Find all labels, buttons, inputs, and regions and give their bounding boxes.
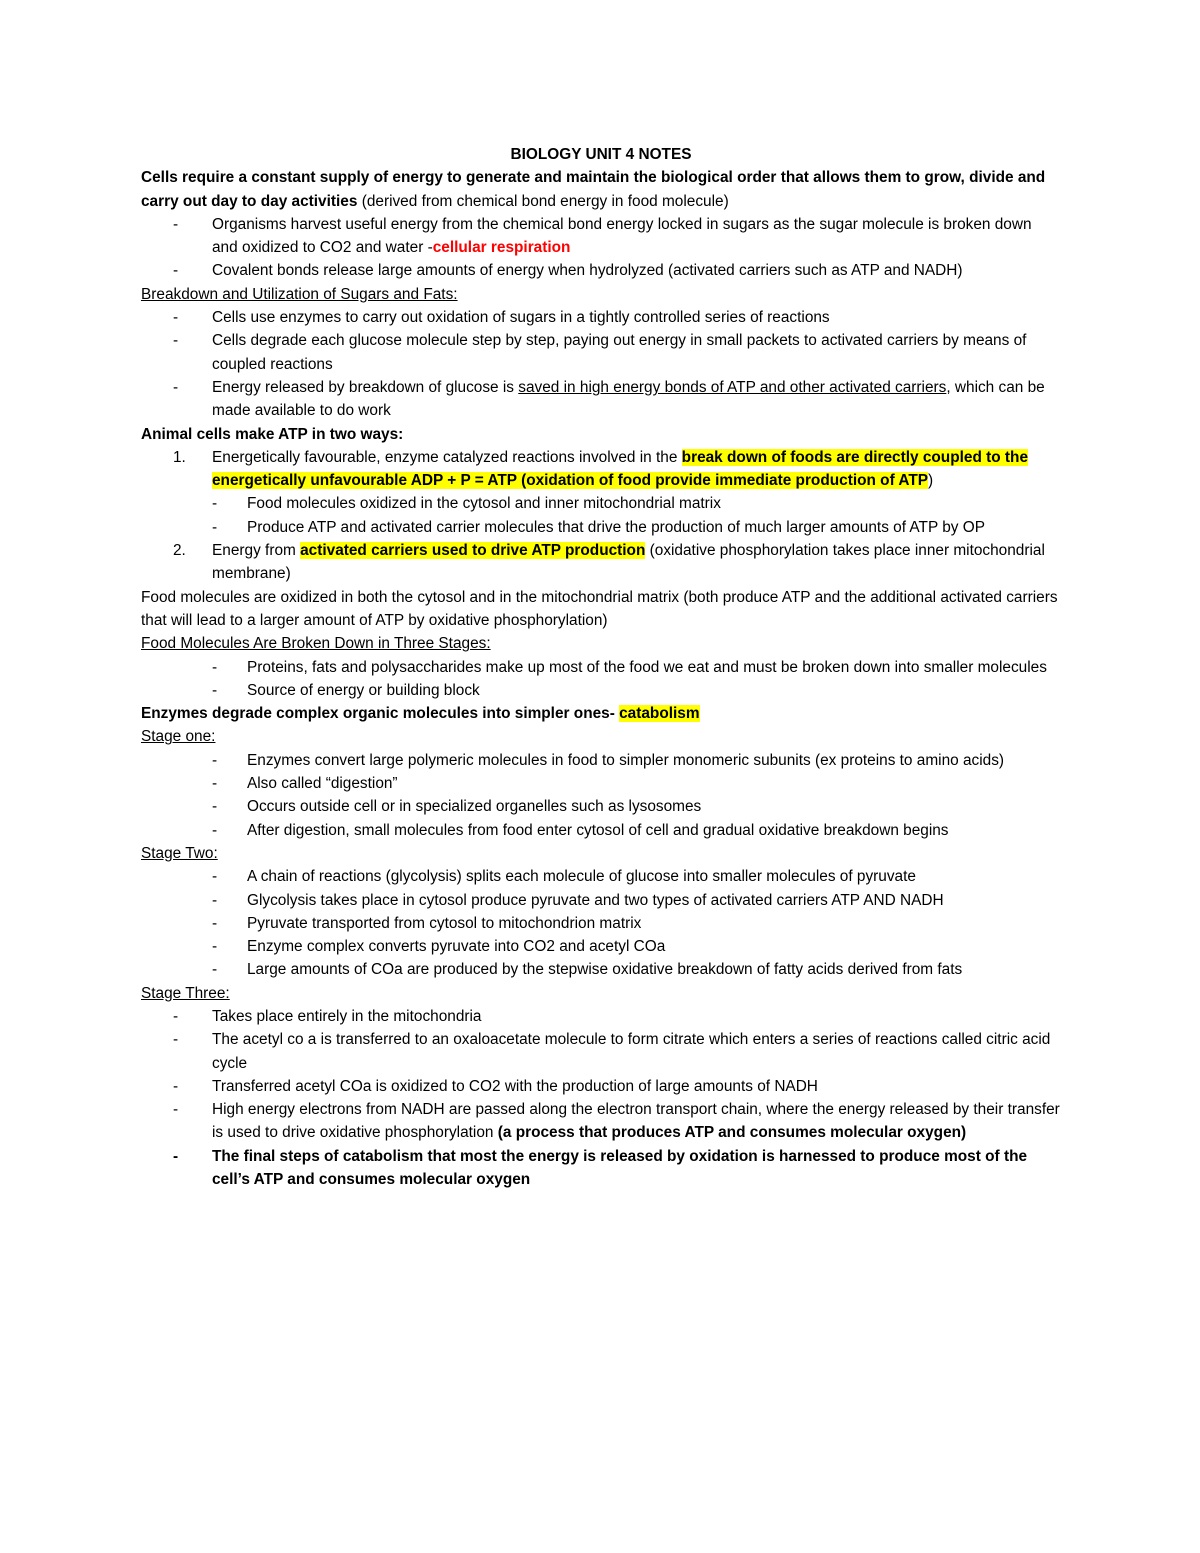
dash-bullet: - bbox=[212, 658, 218, 676]
list-item bbox=[141, 749, 1061, 772]
bullet-text: Proteins, fats and polysaccharides make up most of the food we eat and must be broken down into smaller molecules bbox=[247, 658, 1047, 676]
dash-bullet: - bbox=[173, 378, 179, 396]
bullet-text: Pyruvate transported from cytosol to mitochondrion matrix bbox=[247, 914, 642, 932]
bullet-text: Glycolysis takes place in cytosol produce pyruvate and two types of activated carriers ATP AND NADH bbox=[247, 891, 944, 909]
dash-bullet: - bbox=[212, 495, 218, 513]
bullet-text: Cells degrade each glucose molecule step by step, paying out energy in small packets to activated carriers by means of coupled reactions bbox=[212, 332, 1027, 373]
list-item bbox=[141, 656, 1061, 679]
bullet-text: Organisms harvest useful energy from the chemical bond energy locked in sugars as the sugar molecule is broken down and oxidized to CO2 and water - bbox=[212, 215, 1032, 257]
underlined-text: saved in high energy bonds of ATP and other activated carriers bbox=[518, 378, 947, 396]
stage-three-heading: Stage Three: bbox=[141, 984, 230, 1002]
bullet-text: The acetyl co a is transferred to an oxaloacetate molecule to form citrate which enters a series of reactions called citric acid cycle bbox=[212, 1031, 1051, 1072]
list-item bbox=[141, 795, 1061, 818]
bullet-text: Takes place entirely in the mitochondria bbox=[212, 1007, 482, 1025]
list-item bbox=[141, 889, 1061, 912]
list-item bbox=[141, 259, 1061, 282]
bullet-text: Also called “digestion” bbox=[247, 775, 398, 793]
catabolism-definition bbox=[141, 702, 1061, 725]
number-marker: 1. bbox=[173, 448, 186, 466]
bullet-text: Covalent bonds release large amounts of energy when hydrolyzed (activated carriers such as ATP and NADH) bbox=[212, 262, 963, 280]
dash-bullet: - bbox=[173, 215, 179, 233]
bullet-text-end: , which can be made available to do work bbox=[212, 378, 1045, 420]
item-text-end: ) bbox=[928, 472, 934, 490]
list-item bbox=[141, 1005, 1061, 1028]
dash-bullet: - bbox=[212, 961, 218, 979]
dash-bullet: - bbox=[212, 681, 218, 699]
dash-bullet: - bbox=[212, 938, 218, 956]
bullet-text: Enzymes convert large polymeric molecules in food to simpler monomeric subunits (ex proteins to amino acids) bbox=[247, 751, 1005, 769]
bold-text: (a process that produces ATP and consumes molecular oxygen) bbox=[497, 1124, 967, 1142]
item-text-end: (oxidative phosphorylation takes place inner mitochondrial membrane) bbox=[212, 542, 1045, 583]
list-item bbox=[141, 1028, 1061, 1075]
dash-bullet: - bbox=[212, 518, 218, 536]
definition-text: Enzymes degrade complex organic molecules into simpler ones- bbox=[141, 705, 620, 723]
list-item bbox=[141, 935, 1061, 958]
list-item bbox=[141, 958, 1061, 981]
list-item bbox=[141, 213, 1061, 260]
list-item bbox=[141, 1098, 1061, 1145]
highlight-red-text: cellular respiration bbox=[432, 239, 571, 257]
section-heading-animal-cells: Animal cells make ATP in two ways: bbox=[141, 425, 404, 443]
page-title: BIOLOGY UNIT 4 NOTES bbox=[510, 146, 692, 163]
dash-bullet: - bbox=[212, 798, 218, 816]
bullet-text: Produce ATP and activated carrier molecules that drive the production of much larger amounts of ATP by OP bbox=[247, 518, 985, 536]
dash-bullet: - bbox=[212, 775, 218, 793]
list-item bbox=[141, 1075, 1061, 1098]
dash-bullet: - bbox=[173, 1031, 179, 1049]
bullet-text: Occurs outside cell or in specialized organelles such as lysosomes bbox=[247, 798, 702, 816]
dash-bullet: - bbox=[212, 751, 218, 769]
sub-list-item bbox=[141, 516, 1061, 539]
intro-paragraph bbox=[141, 166, 1061, 213]
document-page bbox=[141, 143, 1061, 1191]
highlighted-text: break down of foods are directly coupled to the energetically unfavourable ADP + P = ATP (oxidation of food provide immediate production of ATP bbox=[212, 448, 1029, 490]
dash-bullet: - bbox=[173, 1007, 179, 1025]
bullet-text: A chain of reactions (glycolysis) splits each molecule of glucose into smaller molecules of pyruvate bbox=[247, 868, 916, 886]
dash-bullet: - bbox=[212, 868, 218, 886]
dash-bullet: - bbox=[173, 1147, 179, 1165]
bullet-text: Cells use enzymes to carry out oxidation of sugars in a tightly controlled series of reactions bbox=[212, 309, 830, 327]
food-molecules-paragraph: Food molecules are oxidized in both the cytosol and in the mitochondrial matrix (both produce ATP and the additional activated carriers that will lead to a larger amount of ATP by oxidative phosphorylation) bbox=[141, 588, 1058, 629]
dash-bullet: - bbox=[173, 262, 179, 280]
bullet-text: The final steps of catabolism that most the energy is released by oxidation is harnessed to produce most of the cell’s ATP and consumes molecular oxygen bbox=[212, 1147, 1028, 1189]
section-heading-three-stages: Food Molecules Are Broken Down in Three Stages: bbox=[141, 635, 491, 653]
list-item bbox=[141, 912, 1061, 935]
item-text: Energetically favourable, enzyme catalyzed reactions involved in the bbox=[212, 448, 682, 466]
dash-bullet: - bbox=[173, 332, 179, 350]
bullet-text: Enzyme complex converts pyruvate into CO2 and acetyl COa bbox=[247, 938, 666, 956]
intro-bold-text: Cells require a constant supply of energy to generate and maintain the biological order that allows them to grow, divide and carry out day to day activities bbox=[141, 169, 1046, 210]
stage-one-heading: Stage one: bbox=[141, 728, 216, 746]
bullet-text: After digestion, small molecules from food enter cytosol of cell and gradual oxidative breakdown begins bbox=[247, 821, 949, 839]
list-item bbox=[141, 679, 1061, 702]
number-marker: 2. bbox=[173, 542, 186, 560]
dash-bullet: - bbox=[173, 309, 179, 327]
list-item bbox=[141, 376, 1061, 423]
numbered-item bbox=[141, 446, 1061, 493]
bullet-text: Energy released by breakdown of glucose is bbox=[212, 378, 519, 396]
highlighted-term: catabolism bbox=[619, 705, 700, 723]
list-item bbox=[141, 1145, 1061, 1192]
dash-bullet: - bbox=[212, 914, 218, 932]
bullet-text: Source of energy or building block bbox=[247, 681, 480, 699]
dash-bullet: - bbox=[212, 821, 218, 839]
section-heading-breakdown: Breakdown and Utilization of Sugars and Fats: bbox=[141, 285, 458, 303]
stage-two-heading: Stage Two: bbox=[141, 844, 218, 862]
dash-bullet: - bbox=[173, 1077, 179, 1095]
intro-rest-text: (derived from chemical bond energy in food molecule) bbox=[357, 192, 729, 210]
bullet-text: Food molecules oxidized in the cytosol and inner mitochondrial matrix bbox=[247, 495, 721, 513]
item-text: Energy from bbox=[212, 542, 301, 560]
bullet-text: High energy electrons from NADH are passed along the electron transport chain, where the energy released by their transfer is used to drive oxidative phosphorylation bbox=[212, 1101, 1060, 1142]
bullet-text: Large amounts of COa are produced by the stepwise oxidative breakdown of fatty acids derived from fats bbox=[247, 961, 963, 979]
list-item bbox=[141, 865, 1061, 888]
bullet-text: Transferred acetyl COa is oxidized to CO2 with the production of large amounts of NADH bbox=[212, 1077, 818, 1095]
list-item bbox=[141, 772, 1061, 795]
list-item bbox=[141, 329, 1061, 376]
dash-bullet: - bbox=[212, 891, 218, 909]
sub-list-item bbox=[141, 492, 1061, 515]
highlighted-text: activated carriers used to drive ATP production bbox=[300, 542, 646, 560]
numbered-item bbox=[141, 539, 1061, 586]
list-item bbox=[141, 819, 1061, 842]
dash-bullet: - bbox=[173, 1101, 179, 1119]
list-item bbox=[141, 306, 1061, 329]
